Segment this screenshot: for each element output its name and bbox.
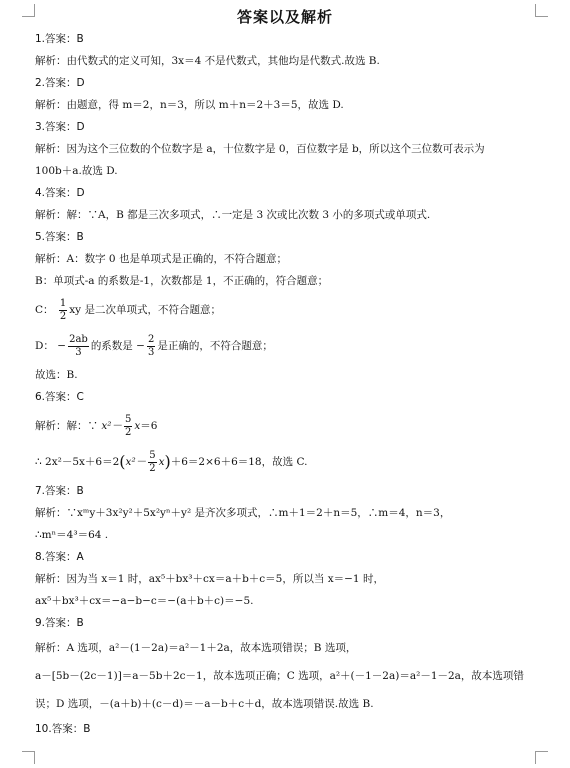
explanation-4: 解析：解：∵A，B 都是三次多项式，∴一定是 3 次或比次数 3 小的多项式或单项式. xyxy=(35,209,431,221)
option-d-text-2: 是正确的，不符合题意； xyxy=(157,340,273,352)
page-title: 答案以及解析 xyxy=(236,8,333,26)
math-expr: x²－ xyxy=(101,420,122,432)
fraction-numerator: 2 xyxy=(147,333,155,345)
answer-3: 3.答案：D xyxy=(35,121,85,133)
crop-mark-bottom-right xyxy=(535,751,548,764)
answer-10: 10.答案：B xyxy=(35,723,91,735)
explanation-9-b: a－[5b－(2c－1)]＝a－5b＋2c－1，故本选项正确；C 选项，a²＋(－1－2a)＝a²－1－2a，故本选项错 xyxy=(35,670,524,682)
fraction-5-over-2 xyxy=(124,414,132,439)
option-d-label: D： xyxy=(35,340,54,352)
answer-1: 1.答案：B xyxy=(35,33,84,45)
explanation-9-c: 误；D 选项，－(a＋b)＋(c－d)＝－a－b＋c＋d，故本选项错误.故选 B. xyxy=(35,698,374,710)
explanation-6-prefix: 解析：解：∵ xyxy=(35,420,98,432)
fraction-denominator: 3 xyxy=(75,346,82,358)
minus-sign: − xyxy=(136,340,145,352)
option-d-text-1: 的系数是 xyxy=(90,340,133,352)
explanation-6-suffix: ，故选 C. xyxy=(261,456,308,468)
fraction-numerator: 1 xyxy=(59,297,67,309)
fraction-5-over-2 xyxy=(148,450,156,475)
conclusion-5: 故选：B. xyxy=(35,369,78,381)
explanation-7-a: 解析：∵xᵐy＋3x²y²＋5x²yⁿ＋y² 是齐次多项式，∴m＋1＝2＋n＝5，∴m＝4，n＝3， xyxy=(35,507,451,519)
explanation-8-a: 解析：因为当 x＝1 时，ax⁵＋bx³＋cx＝a＋b＋c＝5，所以当 x＝−1 时， xyxy=(35,573,384,585)
fraction-denominator: 2 xyxy=(124,426,132,438)
option-c-label: C： xyxy=(35,304,54,316)
minus-sign: − xyxy=(57,340,67,352)
math-var: x xyxy=(134,420,141,432)
math-expr: x²－ xyxy=(125,456,147,468)
fraction-denominator: 2 xyxy=(59,310,67,322)
explanation-7-b: ∴mⁿ＝4³＝64 . xyxy=(35,529,109,541)
math-equals: ＝6 xyxy=(140,420,158,432)
explanation-2: 解析：由题意，得 m＝2，n＝3，所以 m＋n＝2＋3＝5，故选 D. xyxy=(35,99,344,111)
answer-7: 7.答案：B xyxy=(35,485,84,497)
fraction-numerator: 5 xyxy=(149,449,156,461)
fraction-numerator: 5 xyxy=(124,413,132,425)
option-c-text: xy 是二次单项式，不符合题意； xyxy=(69,304,221,316)
fraction-numerator: 2ab xyxy=(69,333,88,345)
answer-9: 9.答案：B xyxy=(35,617,84,629)
explanation-8-b: ax⁵＋bx³＋cx＝−a−b−c＝−(a＋b＋c)＝−5. xyxy=(35,595,254,607)
explanation-3-line-1: 解析：因为这个三位数的个位数字是 a，十位数字是 0，百位数字是 b，所以这个三位数可表示为 xyxy=(35,143,485,155)
math-expr: ＋6＝2×6＋6＝18 xyxy=(170,456,262,468)
explanation-5-b: B：单项式-a 的系数是-1，次数都是 1，不正确的，符合题意； xyxy=(35,275,329,287)
fraction-one-half xyxy=(59,298,67,323)
answer-8: 8.答案：A xyxy=(35,551,84,563)
answer-list xyxy=(35,28,540,740)
explanation-9-a: 解析：A 选项，a²－(1－2a)＝a²－1＋2a，故本选项错误；B 选项， xyxy=(35,642,357,654)
right-paren: ) xyxy=(164,452,171,471)
fraction-2-over-3 xyxy=(147,334,155,359)
explanation-5-a: 解析：A：数字 0 也是单项式是正确的，不符合题意； xyxy=(35,253,287,265)
explanation-3-line-2: 100b＋a.故选 D. xyxy=(35,165,118,177)
math-var: x xyxy=(158,456,165,468)
explanation-5-d xyxy=(35,328,540,364)
fraction-denominator: 3 xyxy=(147,346,155,358)
explanation-5-c xyxy=(35,292,540,328)
explanation-6-a xyxy=(35,408,540,444)
fraction-2ab-over-3 xyxy=(68,334,89,359)
answer-2: 2.答案：D xyxy=(35,77,85,89)
explanation-6-b xyxy=(35,444,540,480)
left-paren: ( xyxy=(119,452,126,471)
fraction-denominator: 2 xyxy=(149,462,156,474)
answer-4: 4.答案：D xyxy=(35,187,85,199)
answer-6: 6.答案：C xyxy=(35,391,84,403)
crop-mark-bottom-left xyxy=(22,751,35,764)
explanation-1: 解析：由代数式的定义可知，3x＝4 不是代数式，其他均是代数式.故选 B. xyxy=(35,55,380,67)
answer-5: 5.答案：B xyxy=(35,231,84,243)
math-expr: ∴ 2x²－5x＋6＝2 xyxy=(35,456,120,468)
